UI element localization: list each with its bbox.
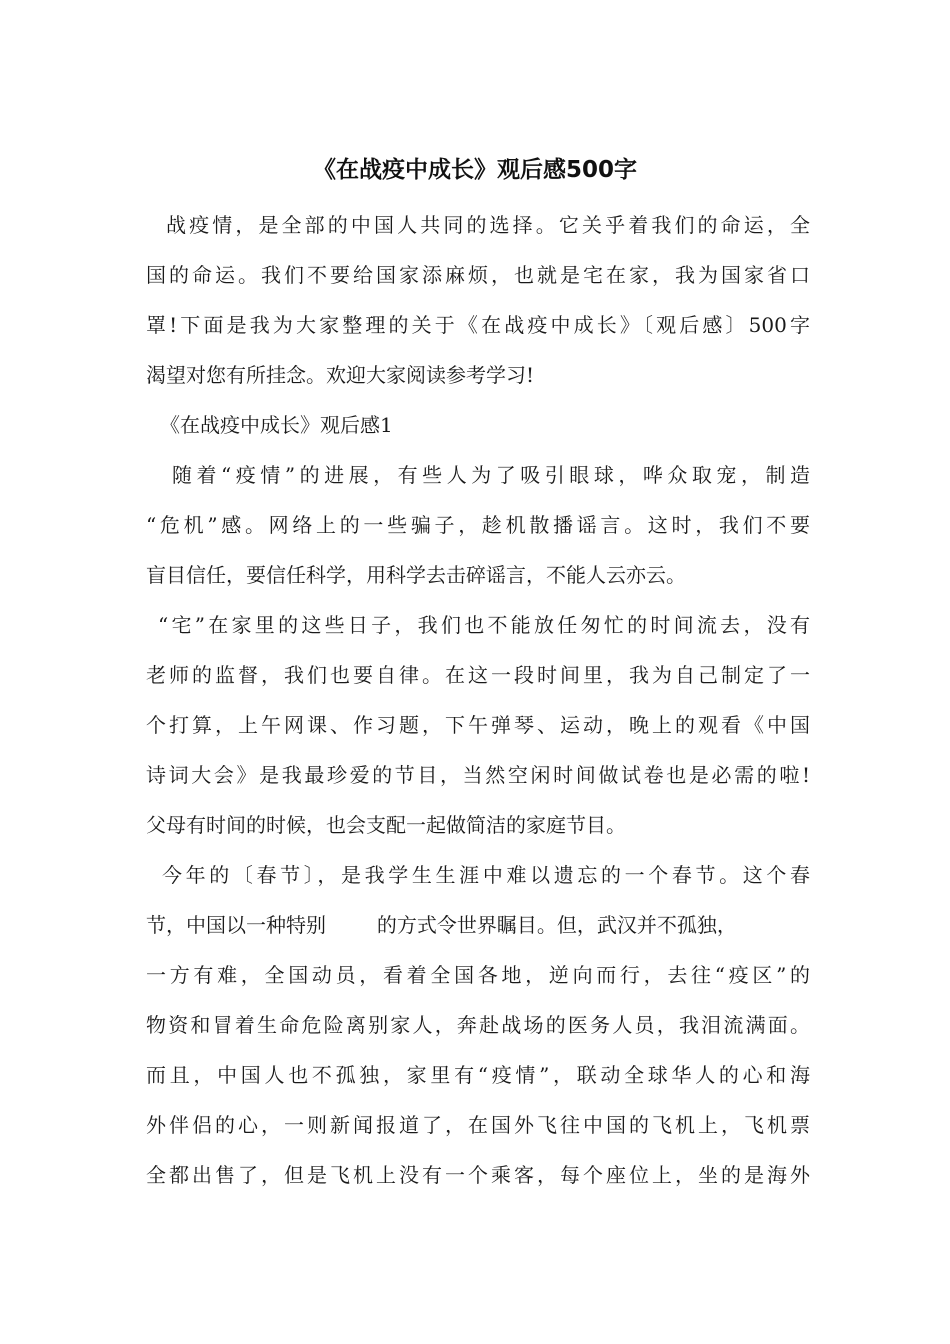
paragraph-line: 随着“疫情”的进展，有些人为了吸引眼球，哗众取宠，制造 — [172, 463, 810, 487]
paragraph-line: 老师的监督，我们也要自律。在这一段时间里，我为自己制定了一 — [146, 663, 810, 687]
paragraph-line: 渴望对您有所挂念。欢迎大家阅读参考学习! — [146, 363, 535, 387]
paragraph-line: “宅”在家里的这些日子，我们也不能放任匆忙的时间流去，没有 — [158, 613, 810, 637]
paragraph-line: 一方有难，全国动员，看着全国各地，逆向而行，去往“疫区”的 — [146, 963, 810, 987]
paragraph-line: 盲目信任，要信任科学，用科学去击碎谣言，不能人云亦云。 — [146, 563, 686, 587]
paragraph-line: 全都出售了，但是飞机上没有一个乘客，每个座位上，坐的是海外 — [146, 1163, 810, 1187]
paragraph-line: 父母有时间的时候，也会支配一起做简洁的家庭节目。 — [146, 813, 626, 837]
paragraph-line: 罩!下面是我为大家整理的关于《在战疫中成长》〔观后感〕500字 — [146, 313, 810, 337]
document-title: 《在战疫中成长》观后感500字 — [312, 157, 637, 183]
paragraph-line: 国的命运。我们不要给国家添麻烦，也就是宅在家，我为国家省口 — [146, 263, 810, 287]
paragraph-line: 节，中国以一种特别 的方式令世界瞩目。但，武汉并不孤独， — [146, 913, 737, 937]
paragraph-line: 个打算，上午网课、作习题，下午弹琴、运动，晚上的观看《中国 — [146, 713, 810, 737]
section-heading: 《在战疫中成长》观后感1 — [160, 413, 393, 437]
paragraph-line: 物资和冒着生命危险离别家人，奔赴战场的医务人员，我泪流满面。 — [146, 1013, 810, 1037]
paragraph-line: 外伴侣的心，一则新闻报道了，在国外飞往中国的飞机上，飞机票 — [146, 1113, 810, 1137]
paragraph-line: “危机”感。网络上的一些骗子，趁机散播谣言。这时，我们不要 — [146, 513, 810, 537]
paragraph-line: 今年的〔春节〕，是我学生生涯中难以遗忘的一个春节。这个春 — [162, 863, 810, 887]
paragraph-line: 战疫情，是全部的中国人共同的选择。它关乎着我们的命运，全 — [166, 213, 810, 237]
paragraph-line: 而且，中国人也不孤独，家里有“疫情”，联动全球华人的心和海 — [146, 1063, 810, 1087]
paragraph-line: 诗词大会》是我最珍爱的节目，当然空闲时间做试卷也是必需的啦! — [146, 763, 810, 787]
